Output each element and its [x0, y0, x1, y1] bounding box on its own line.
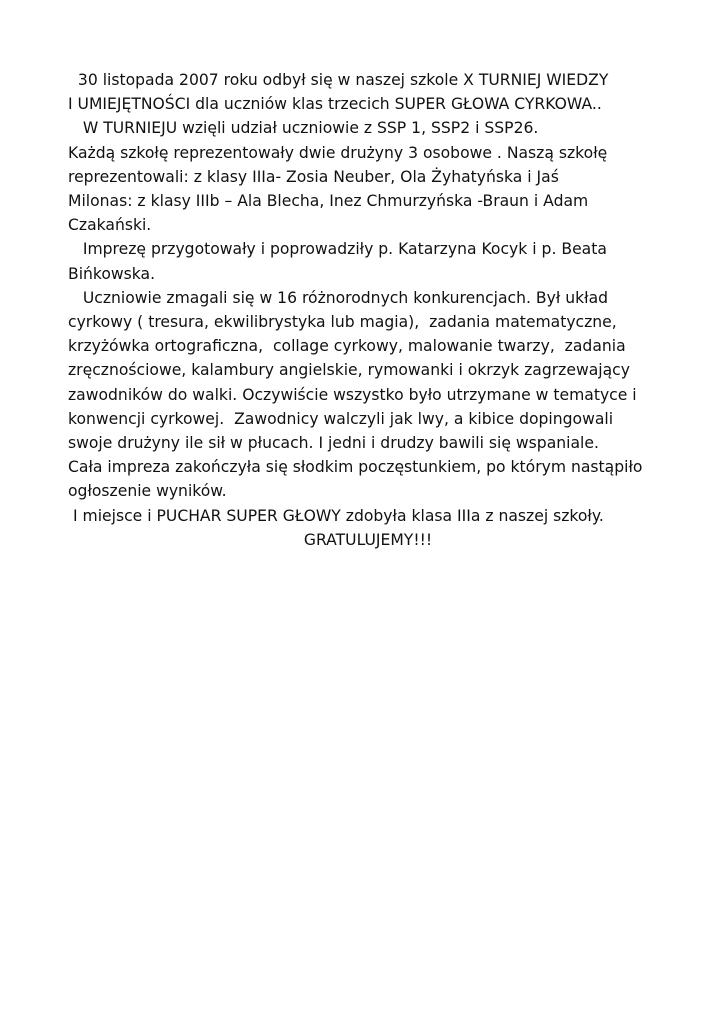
text-line: zręcznościowe, kalambury angielskie, rymowanki i okrzyk zagrzewający [68, 361, 630, 380]
text-line: swoje drużyny ile sił w płucach. I jedni i drudzy bawili się wspaniale. [68, 434, 599, 453]
closing-line: GRATULUJEMY!!! [303, 530, 433, 549]
text-line: reprezentowali: z klasy IIIa- Zosia Neuber, Ola Żyhatyńska i Jaś [68, 167, 559, 186]
text-line: 30 listopada 2007 roku odbył się w naszej szkole X TURNIEJ WIEDZY [68, 71, 609, 89]
text-line: zawodników do walki. Oczywiście wszystko było utrzymane w tematyce i [68, 385, 637, 404]
text-line: I UMIEJĘTNOŚCI dla uczniów klas trzecich SUPER GŁOWA CYRKOWA.. [68, 95, 602, 114]
text-line: Imprezę przygotowały i poprowadziły p. Katarzyna Kocyk i p. Beata [68, 240, 607, 259]
text-line: cyrkowy ( tresura, ekwilibrystyka lub magia), zadania matematyczne, [68, 313, 617, 332]
article-body [68, 68, 668, 552]
text-line: W TURNIEJU wzięli udział uczniowie z SSP 1, SSP2 i SSP26. [68, 119, 539, 138]
text-line: Bińkowska. [68, 264, 156, 283]
text-line: ogłoszenie wyników. [68, 482, 227, 501]
text-line: konwencji cyrkowej. Zawodnicy walczyli jak lwy, a kibice dopingowali [68, 409, 614, 428]
text-line: Uczniowie zmagali się w 16 różnorodnych konkurencjach. Był układ [68, 288, 609, 307]
text-line: I miejsce i PUCHAR SUPER GŁOWY zdobyła klasa IIIa z naszej szkoły. [68, 506, 604, 525]
text-line: Cała impreza zakończyła się słodkim poczęstunkiem, po którym nastąpiło [68, 458, 643, 477]
text-line: Każdą szkołę reprezentowały dwie drużyny 3 osobowe . Naszą szkołę [68, 143, 608, 162]
text-line: Czakański. [68, 216, 152, 235]
text-line: krzyżówka ortograficzna, collage cyrkowy, malowanie twarzy, zadania [68, 337, 626, 356]
text-line: Milonas: z klasy IIIb – Ala Blecha, Inez Chmurzyńska -Braun i Adam [68, 192, 589, 211]
